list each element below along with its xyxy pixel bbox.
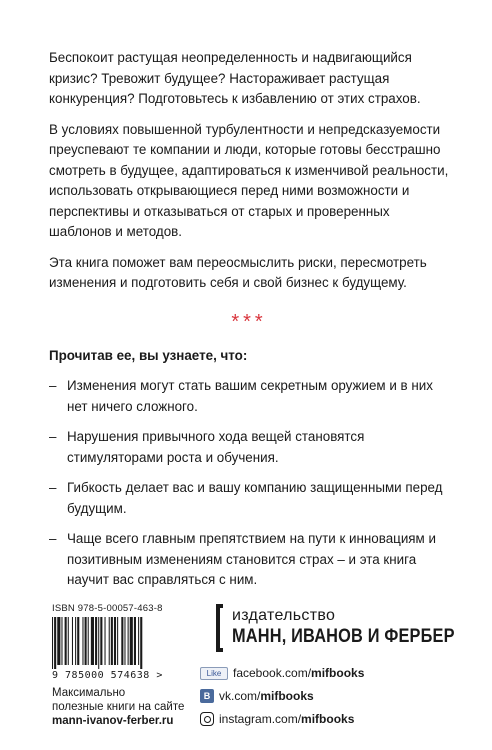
isbn-number: ISBN 978-5-00057-463-8	[52, 603, 163, 614]
website-link[interactable]: mann-ivanov-ferber.ru	[52, 715, 174, 727]
asterisk-divider: ***	[231, 310, 267, 333]
paragraph-2: В условиях повышенной турбулентности и непредсказуемости преуспевают те компании и люди, которые готовы бесстрашно смотреть в будущее, адаптироваться к изменчивой реальности, использовать открывающиеся перед ними возможности и перспективы и отказываться от старых и проверенных шаблонов и методов.	[49, 121, 449, 239]
tagline-line-2: полезные книги на сайте	[52, 701, 185, 713]
facebook-prefix: facebook.com/	[233, 666, 312, 680]
facebook-like-icon: Like	[200, 667, 228, 680]
social-links	[200, 664, 450, 733]
vk-link[interactable]	[200, 687, 450, 705]
list-item: – Изменения могут стать вашим секретным оружием и в них нет ничего сложного.	[49, 376, 449, 417]
description	[49, 48, 449, 601]
paragraph-1: Беспокоит растущая неопределенность и надвигающийся кризис? Тревожит будущее? Настораживает растущая конкуренция? Подготовьтесь к избавлению от этих страхов.	[49, 50, 421, 106]
facebook-link[interactable]	[200, 664, 450, 682]
publisher-label: издательство	[232, 607, 336, 624]
barcode-digits: 9 785000 574638 >	[52, 670, 163, 681]
benefits-list	[49, 376, 449, 591]
instagram-prefix: instagram.com/	[219, 712, 302, 726]
vk-icon: B	[200, 689, 214, 703]
tagline-line-1: Максимально	[52, 687, 126, 699]
instagram-handle: mifbooks	[301, 712, 355, 726]
isbn-block	[52, 603, 202, 728]
tagline	[52, 686, 202, 714]
list-intro: Прочитав ее, вы узнаете, что:	[49, 347, 248, 363]
bracket-icon	[216, 604, 223, 652]
instagram-icon	[200, 712, 214, 726]
publisher-name: МАНН, ИВАНОВ И ФЕРБЕР	[232, 626, 455, 647]
list-item: – Нарушения привычного хода вещей становятся стимуляторами роста и обучения.	[49, 427, 449, 468]
facebook-handle: mifbooks	[311, 666, 365, 680]
vk-handle: mifbooks	[260, 689, 314, 703]
paragraph-3: Эта книга поможет вам переосмыслить риски, пересмотреть изменения и подготовить себя и свой бизнес к будущему.	[49, 254, 427, 290]
list-item: – Чаще всего главным препятствием на пути к инновациям и позитивным изменениям становится страх – и эта книга научит вас справляться с ним.	[49, 529, 449, 591]
vk-prefix: vk.com/	[219, 689, 261, 703]
instagram-link[interactable]	[200, 710, 450, 728]
list-item: – Гибкость делает вас и вашу компанию защищенными перед будущим.	[49, 478, 449, 519]
barcode-icon	[52, 617, 180, 669]
